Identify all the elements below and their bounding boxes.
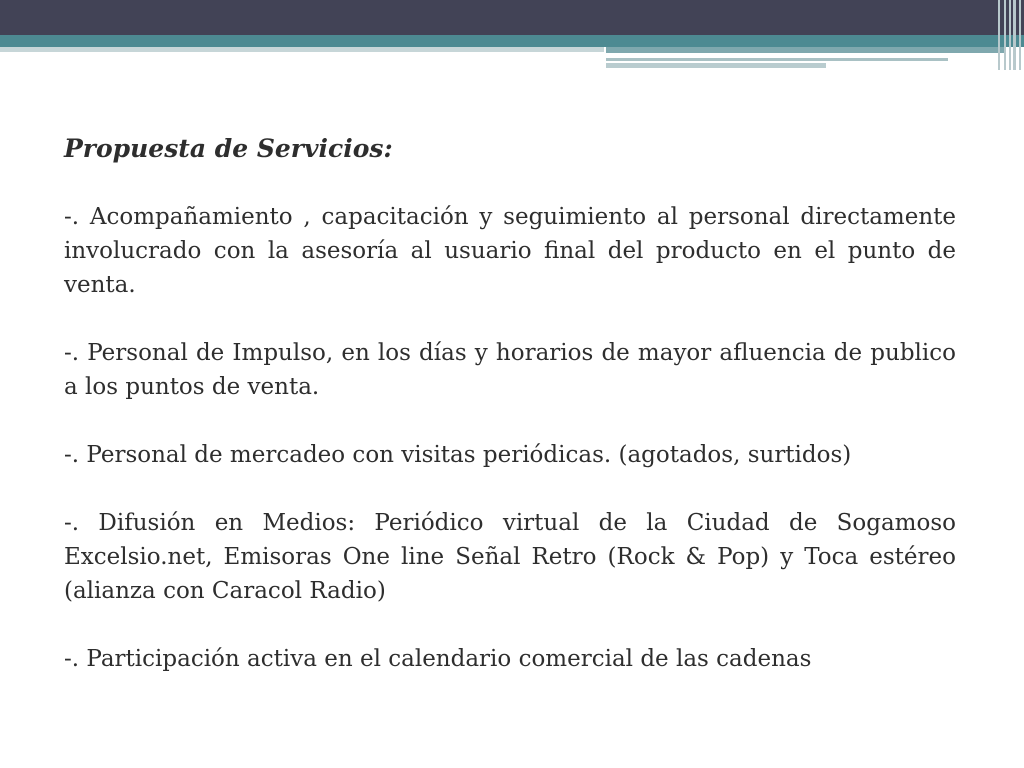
service-item-calendar: -. Participación activa en el calendario comercial de las cadenas xyxy=(64,646,812,672)
service-item-media: -. Difusión en Medios: Periódico virtual de la Ciudad de Sogamoso Excelsio.net, Emisoras One line Señal Retro (Rock & Pop) y Toca estéreo (alianza con Caracol Radio) xyxy=(64,510,956,604)
service-item-merchandising: -. Personal de mercadeo con visitas periódicas. (agotados, surtidos) xyxy=(64,442,852,468)
service-item-support: -. Acompañamiento , capacitación y seguimiento al personal directamente involucrado con la asesoría al usuario final del producto en el punto de venta. xyxy=(64,204,956,298)
header-accent-stripe-thin xyxy=(606,58,948,61)
header-accent-stripe-short xyxy=(606,63,826,68)
service-item-impulse: -. Personal de Impulso, en los días y horarios de mayor afluencia de publico a los puntos de venta. xyxy=(64,340,956,400)
header-dark-band xyxy=(0,0,1024,35)
slide-content xyxy=(64,132,956,676)
slide-title: Propuesta de Servicios: xyxy=(64,134,393,163)
header-teal-band xyxy=(0,35,1024,47)
header-accent-stripe xyxy=(606,47,1006,53)
corner-decoration xyxy=(998,0,1024,70)
header-light-stripe xyxy=(0,47,604,52)
